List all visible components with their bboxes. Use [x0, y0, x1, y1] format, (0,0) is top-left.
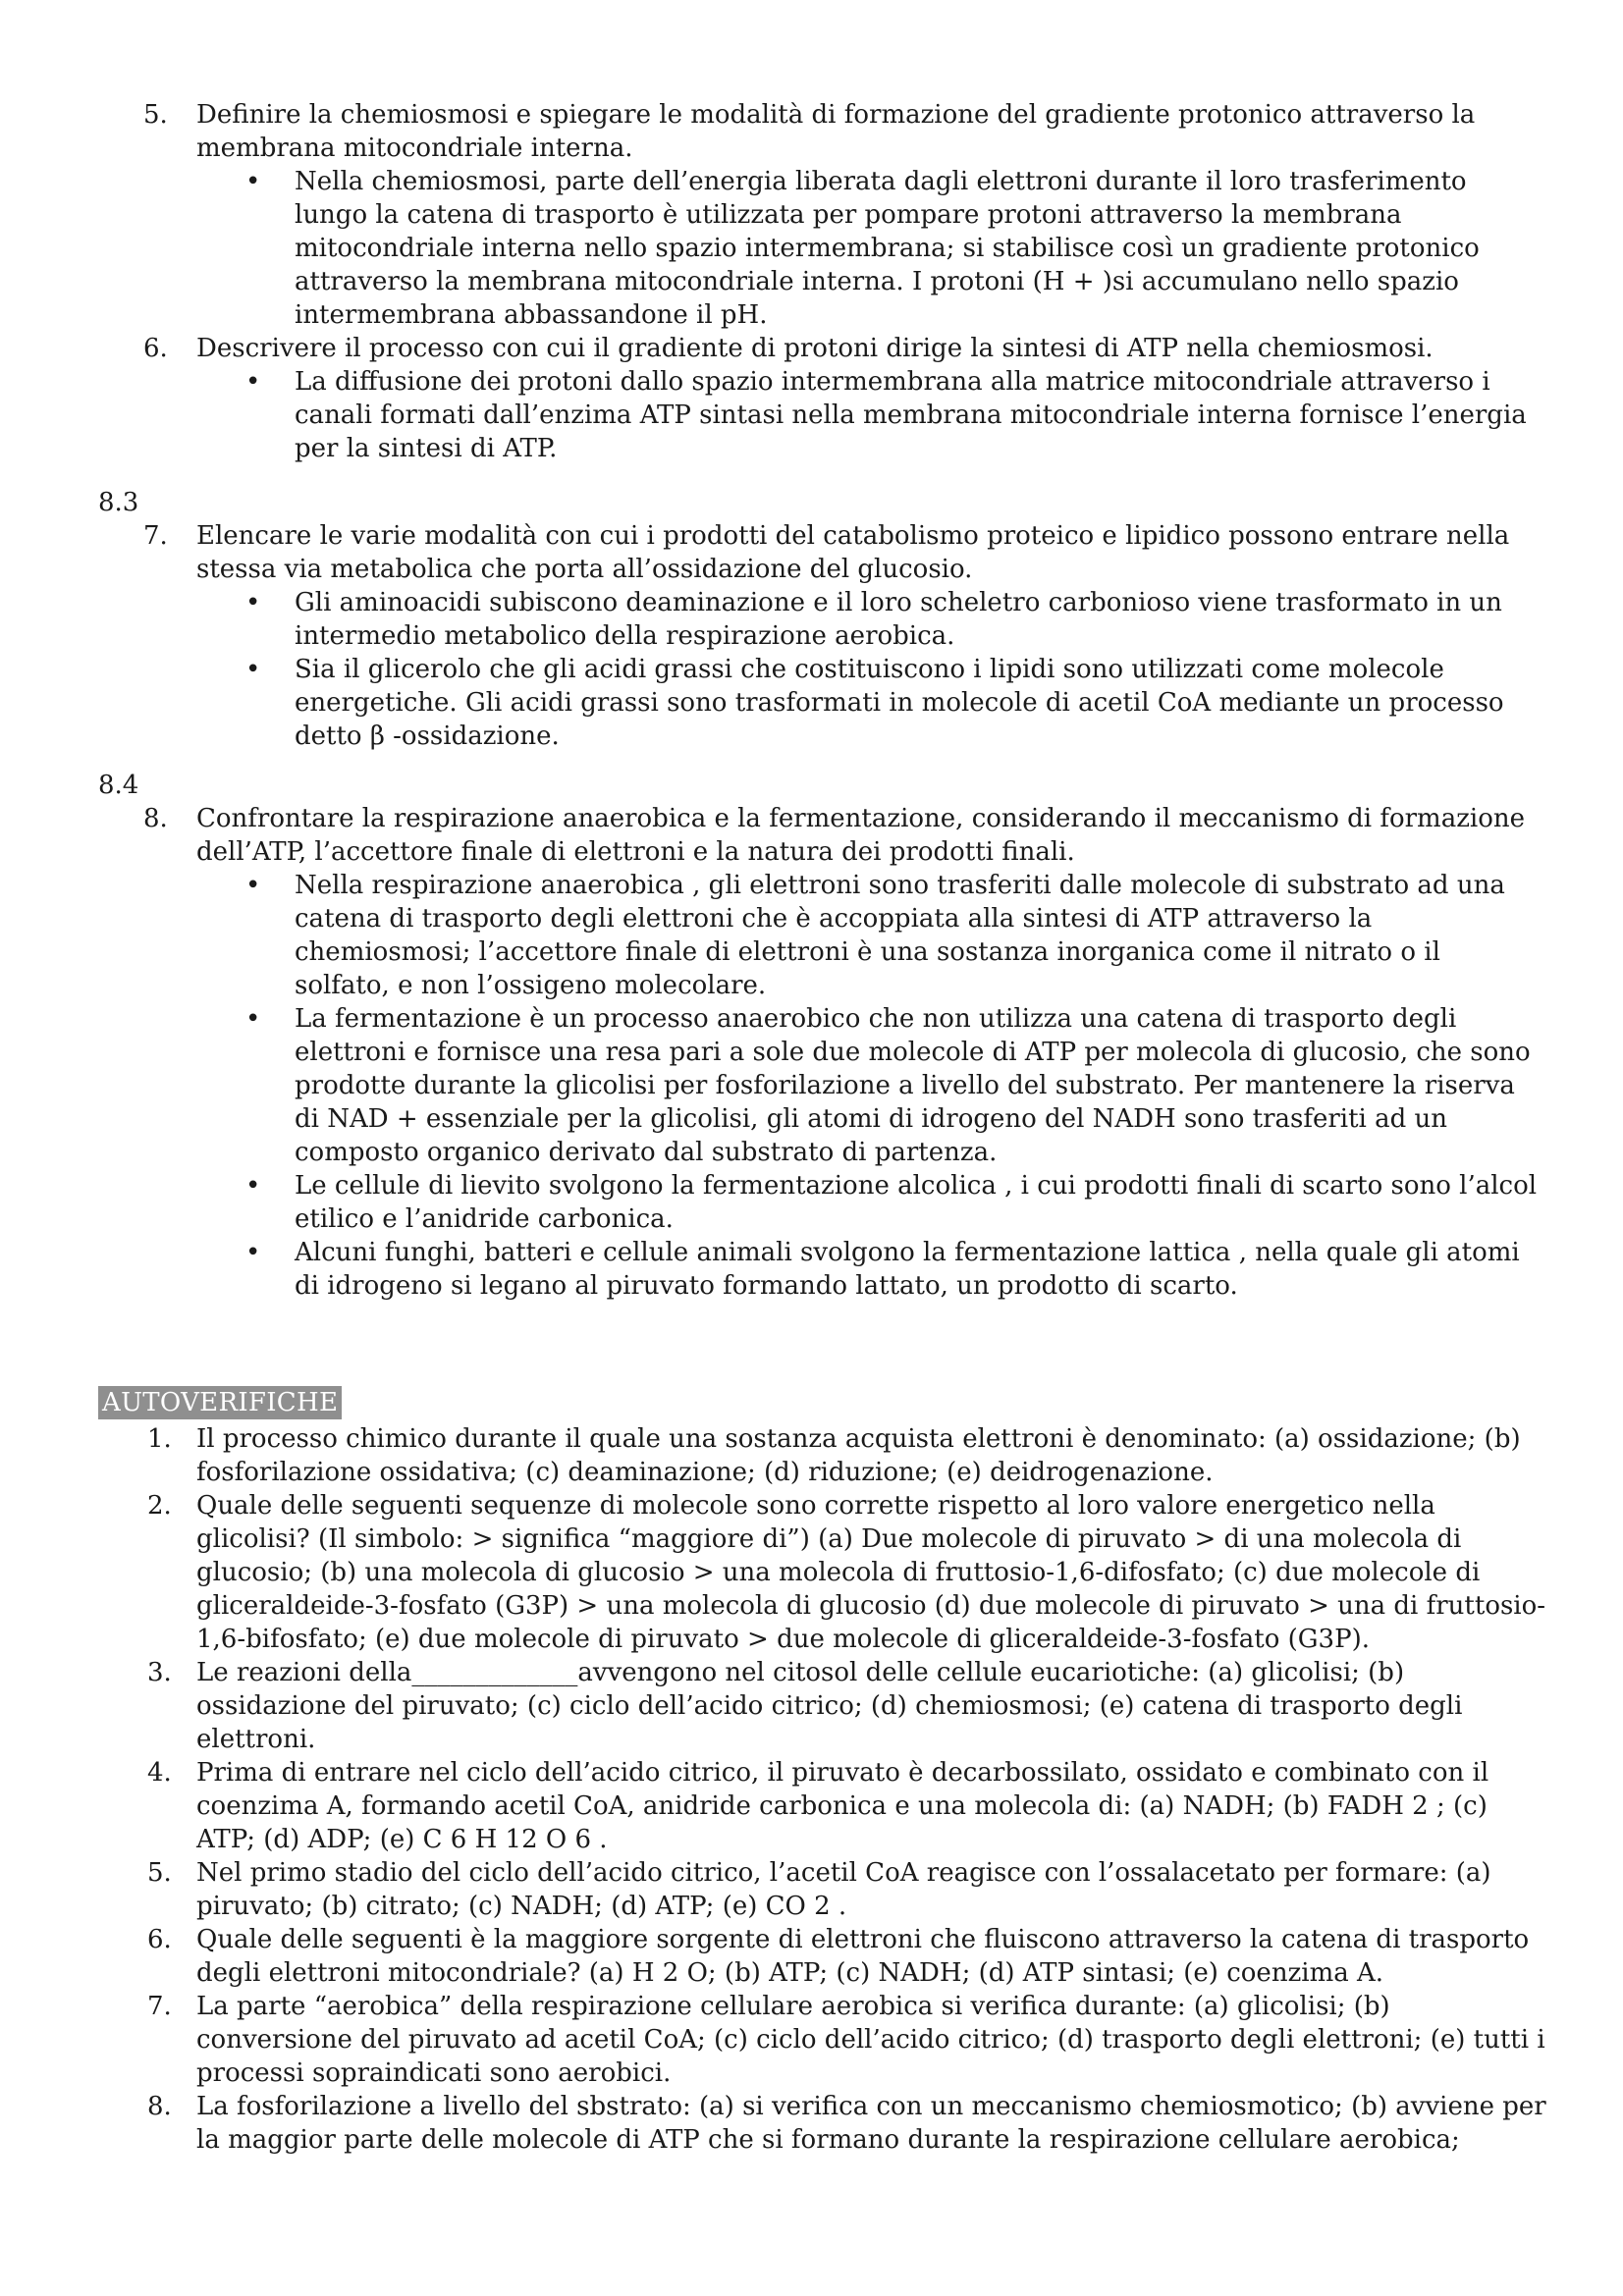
- item-text: Le reazioni della_____________avvengono nel citosol delle cellule eucariotiche: (a) glicolisi; (b) ossidazione del piruvato; (c) ciclo dell’acido citrico; (d) chemiosmosi; (e) catena di trasporto degli elettroni.: [196, 1658, 1463, 1754]
- bullet-icon: •: [245, 1171, 261, 1201]
- bullet-icon: •: [245, 367, 261, 397]
- section-8-4: [0, 802, 1623, 1303]
- item-number: 4.: [147, 1758, 172, 1788]
- bullet-icon: •: [245, 1238, 261, 1267]
- bullet-icon: •: [245, 167, 261, 196]
- question-number: 5.: [143, 100, 168, 130]
- question-7: [0, 519, 1542, 586]
- bullet-text: Nella respirazione anaerobica , gli elettroni sono trasferiti dalle molecole di substrato ad una catena di trasporto degli elettroni che è accoppiata alla sintesi di ATP attraverso la chemiosmosi; l’accettore finale di elettroni è una sostanza inorganica come il nitrato o il solfato, e non l’ossigeno molecolare.: [295, 871, 1505, 1000]
- question-8: [0, 802, 1542, 869]
- item-number: 1.: [147, 1424, 172, 1454]
- question-5: [0, 98, 1542, 165]
- answer-bullet: [0, 653, 1542, 753]
- bullet-text: La diffusione dei protoni dallo spazio intermembrana alla matrice mitocondriale attraverso i canali formati dall’enzima ATP sintasi nella membrana mitocondriale interna fornisce l’energia per la sintesi di ATP.: [295, 367, 1527, 463]
- answer-bullet: [0, 586, 1542, 653]
- question-text: Confrontare la respirazione anaerobica e la fermentazione, considerando il meccanismo di formazione dell’ATP, l’accettore finale di elettroni e la natura dei prodotti finali.: [196, 804, 1526, 867]
- bullet-text: Alcuni funghi, batteri e cellule animali svolgono la fermentazione lattica , nella quale gli atomi di idrogeno si legano al piruvato formando lattato, un prodotto di scarto.: [295, 1238, 1520, 1301]
- item-number: 2.: [147, 1491, 172, 1521]
- item-number: 5.: [147, 1858, 172, 1888]
- bullet-icon: •: [245, 655, 261, 684]
- autoverifiche-heading: AUTOVERIFICHE: [98, 1386, 342, 1419]
- self-check-item: [0, 1489, 1546, 1656]
- item-text: Nel primo stadio del ciclo dell’acido citrico, l’acetil CoA reagisce con l’ossalacetato per formare: (a) piruvato; (b) citrato; (c) NADH; (d) ATP; (e) CO 2 .: [196, 1858, 1491, 1921]
- autoverifiche-list: [0, 1422, 1623, 2157]
- bullet-icon: •: [245, 1004, 261, 1034]
- item-number: 8.: [147, 2092, 172, 2121]
- bullet-icon: •: [245, 588, 261, 617]
- question-text: Elencare le varie modalità con cui i prodotti del catabolismo proteico e lipidico possono entrare nella stessa via metabolica che porta all’ossidazione del glucosio.: [196, 521, 1510, 584]
- question-text: Descrivere il processo con cui il gradiente di protoni dirige la sintesi di ATP nella chemiosmosi.: [196, 334, 1434, 363]
- answer-bullet: [0, 165, 1542, 332]
- item-text: La parte “aerobica” della respirazione cellulare aerobica si verifica durante: (a) glicolisi; (b) conversione del piruvato ad acetil CoA; (c) ciclo dell’acido citrico; (d) trasporto degli elettroni; (e) tutti i processi sopraindicati sono aerobici.: [196, 1992, 1545, 2088]
- answer-bullet: [0, 869, 1542, 1002]
- item-text: La fosforilazione a livello del sbstrato: (a) si verifica con un meccanismo chemiosmotico; (b) avviene per la maggior parte delle molecole di ATP che si formano durante la respirazione cellulare aerobica;: [196, 2092, 1546, 2155]
- bullet-icon: •: [245, 871, 261, 900]
- section-label-8-3: 8.3: [98, 488, 139, 517]
- self-check-item: [0, 1923, 1546, 1990]
- self-check-item: [0, 1856, 1546, 1923]
- self-check-item: [0, 1422, 1546, 1489]
- item-text: Prima di entrare nel ciclo dell’acido citrico, il piruvato è decarbossilato, ossidato e combinato con il coenzima A, formando acetil CoA, anidride carbonica e una molecola di: (a) NADH; (b) FADH 2 ; (c) ATP; (d) ADP; (e) C 6 H 12 O 6 .: [196, 1758, 1489, 1854]
- section-label-8-4: 8.4: [98, 771, 139, 800]
- bullet-text: La fermentazione è un processo anaerobico che non utilizza una catena di trasporto degli elettroni e fornisce una resa pari a sole due molecole di ATP per molecola di glucosio, che sono prodotte durante la glicolisi per fosforilazione a livello del substrato. Per mantenere la riserva di NAD + essenziale per la glicolisi, gli atomi di idrogeno del NADH sono trasferiti ad un composto organico derivato dal substrato di partenza.: [295, 1004, 1531, 1167]
- answer-bullet: [0, 1169, 1542, 1236]
- question-number: 7.: [143, 521, 168, 551]
- item-text: Quale delle seguenti è la maggiore sorgente di elettroni che fluiscono attraverso la catena di trasporto degli elettroni mitocondriale? (a) H 2 O; (b) ATP; (c) NADH; (d) ATP sintasi; (e) coenzima A.: [196, 1925, 1530, 1988]
- self-check-item: [0, 1656, 1546, 1756]
- section-8-2: [0, 98, 1623, 465]
- question-text: Definire la chemiosmosi e spiegare le modalità di formazione del gradiente protonico attraverso la membrana mitocondriale interna.: [196, 100, 1476, 163]
- question-number: 6.: [143, 334, 168, 363]
- bullet-text: Nella chemiosmosi, parte dell’energia liberata dagli elettroni durante il loro trasferimento lungo la catena di trasporto è utilizzata per pompare protoni attraverso la membrana mitocondriale interna nello spazio intermembrana; si stabilisce così un gradiente protonico attraverso la membrana mitocondriale interna. I protoni (H + )si accumulano nello spazio intermembrana abbassandone il pH.: [295, 167, 1480, 330]
- item-number: 3.: [147, 1658, 172, 1687]
- item-text: Quale delle seguenti sequenze di molecole sono corrette rispetto al loro valore energetico nella glicolisi? (Il simbolo: > significa “maggiore di”) (a) Due molecole di piruvato > di una molecola di glucosio; (b) una molecola di glucosio > una molecola di fruttosio-1,6-difosfato; (c) due molecole di gliceraldeide-3-fosfato (G3P) > una molecola di glucosio (d) due molecole di piruvato > una di fruttosio-1,6-bifosfato; (e) due molecole di piruvato > due molecole di gliceraldeide-3-fosfato (G3P).: [196, 1491, 1546, 1654]
- answer-bullet: [0, 1236, 1542, 1303]
- answer-bullet: [0, 365, 1542, 465]
- self-check-item: [0, 1990, 1546, 2090]
- self-check-item: [0, 1756, 1546, 1856]
- bullet-text: Gli aminoacidi subiscono deaminazione e il loro scheletro carbonioso viene trasformato in un intermedio metabolico della respirazione aerobica.: [295, 588, 1502, 651]
- section-8-3: [0, 519, 1623, 753]
- item-number: 7.: [147, 1992, 172, 2021]
- bullet-text: Le cellule di lievito svolgono la fermentazione alcolica , i cui prodotti finali di scarto sono l’alcol etilico e l’anidride carbonica.: [295, 1171, 1538, 1234]
- question-6: [0, 332, 1542, 365]
- bullet-text: Sia il glicerolo che gli acidi grassi che costituiscono i lipidi sono utilizzati come molecole energetiche. Gli acidi grassi sono trasformati in molecole di acetil CoA mediante un processo detto β -ossidazione.: [295, 655, 1504, 751]
- item-text: Il processo chimico durante il quale una sostanza acquista elettroni è denominato: (a) ossidazione; (b) fosforilazione ossidativa; (c) deaminazione; (d) riduzione; (e) deidrogenazione.: [196, 1424, 1521, 1487]
- item-number: 6.: [147, 1925, 172, 1954]
- self-check-item: [0, 2090, 1546, 2157]
- question-number: 8.: [143, 804, 168, 833]
- answer-bullet: [0, 1002, 1542, 1169]
